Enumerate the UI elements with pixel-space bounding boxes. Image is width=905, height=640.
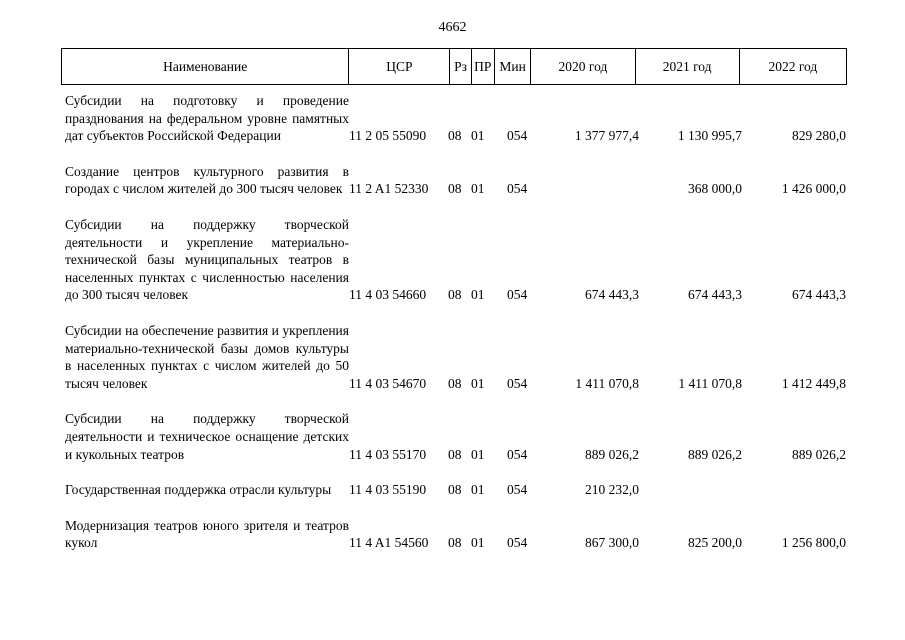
row-name: Субсидии на поддержку творческой деятельности и укрепление материально-технической базы муниципальных театров в населенных пунктах с численностью населения до 300 тысяч человек [65, 216, 349, 303]
row-name: Субсидии на обеспечение развития и укрепления материально-технической базы домов культуры в населенных пунктах с числом жителей до 50 тысяч человек [65, 322, 349, 391]
header-csr: ЦСР [349, 49, 450, 85]
row-2022: 674 443,3 [792, 287, 846, 303]
table-row [61, 408, 847, 463]
row-rz: 08 [448, 375, 462, 391]
row-rz: 08 [448, 128, 462, 144]
row-2020: 210 232,0 [585, 482, 639, 498]
row-csr: 11 4 03 54670 [349, 375, 427, 391]
row-min: 054 [507, 482, 528, 498]
row-pr: 01 [471, 287, 485, 303]
table-header [61, 48, 847, 85]
table-row [61, 479, 847, 499]
header-min: Мин [494, 49, 530, 85]
header-rz: Рз [450, 49, 471, 85]
row-csr: 11 4 03 54660 [349, 287, 427, 303]
row-2022: 1 412 449,8 [781, 375, 846, 391]
row-name: Субсидии на подготовку и проведение празднования на федеральном уровне памятных дат субъектов Российской Федерации [65, 93, 349, 144]
row-rz: 08 [448, 535, 462, 551]
row-rz: 08 [448, 482, 462, 498]
row-pr: 01 [471, 181, 485, 197]
row-2020: 867 300,0 [585, 535, 639, 551]
row-name: Создание центров культурного развития в городах с числом жителей до 300 тысяч человек [65, 163, 349, 197]
row-2020: 1 377 977,4 [574, 128, 639, 144]
row-2022: 829 280,0 [792, 128, 846, 144]
row-pr: 01 [471, 375, 485, 391]
row-2020: 889 026,2 [585, 446, 639, 462]
row-pr: 01 [471, 535, 485, 551]
row-min: 054 [507, 181, 528, 197]
row-pr: 01 [471, 128, 485, 144]
table-row [61, 320, 847, 392]
row-csr: 11 2 05 55090 [349, 128, 427, 144]
header-pr: ПР [471, 49, 494, 85]
row-2021: 1 130 995,7 [677, 128, 742, 144]
row-rz: 08 [448, 181, 462, 197]
row-min: 054 [507, 375, 528, 391]
row-min: 054 [507, 287, 528, 303]
table-row [61, 515, 847, 552]
row-2021: 889 026,2 [688, 446, 742, 462]
table-body [61, 90, 847, 568]
row-rz: 08 [448, 287, 462, 303]
row-2020: 1 411 070,8 [575, 375, 639, 391]
row-pr: 01 [471, 446, 485, 462]
page-number: 4662 [438, 20, 467, 35]
row-2021: 825 200,0 [688, 535, 742, 551]
table-row [61, 214, 847, 304]
row-name: Субсидии на поддержку творческой деятельности и техническое оснащение детских и кукольных театров [65, 411, 349, 462]
header-2022: 2022 год [739, 49, 846, 85]
row-2021: 368 000,0 [688, 181, 742, 197]
row-csr: 11 4 03 55170 [349, 446, 427, 462]
table-row [61, 90, 847, 145]
row-min: 054 [507, 128, 528, 144]
row-2021: 674 443,3 [688, 287, 742, 303]
row-2022: 1 256 800,0 [781, 535, 846, 551]
row-csr: 11 2 A1 52330 [349, 181, 429, 197]
row-csr: 11 4 03 55190 [349, 482, 427, 498]
row-2022: 1 426 000,0 [781, 181, 846, 197]
row-csr: 11 4 A1 54560 [349, 535, 429, 551]
row-rz: 08 [448, 446, 462, 462]
row-2021: 1 411 070,8 [678, 375, 742, 391]
row-name: Модернизация театров юного зрителя и театров кукол [65, 517, 349, 551]
header-2020: 2020 год [531, 49, 635, 85]
row-2020: 674 443,3 [585, 287, 639, 303]
header-name: Наименование [62, 49, 349, 85]
row-2022: 889 026,2 [792, 446, 846, 462]
row-min: 054 [507, 446, 528, 462]
row-name: Государственная поддержка отрасли культуры [65, 482, 332, 498]
header-2021: 2021 год [635, 49, 739, 85]
table-row [61, 161, 847, 198]
row-pr: 01 [471, 482, 485, 498]
row-min: 054 [507, 535, 528, 551]
